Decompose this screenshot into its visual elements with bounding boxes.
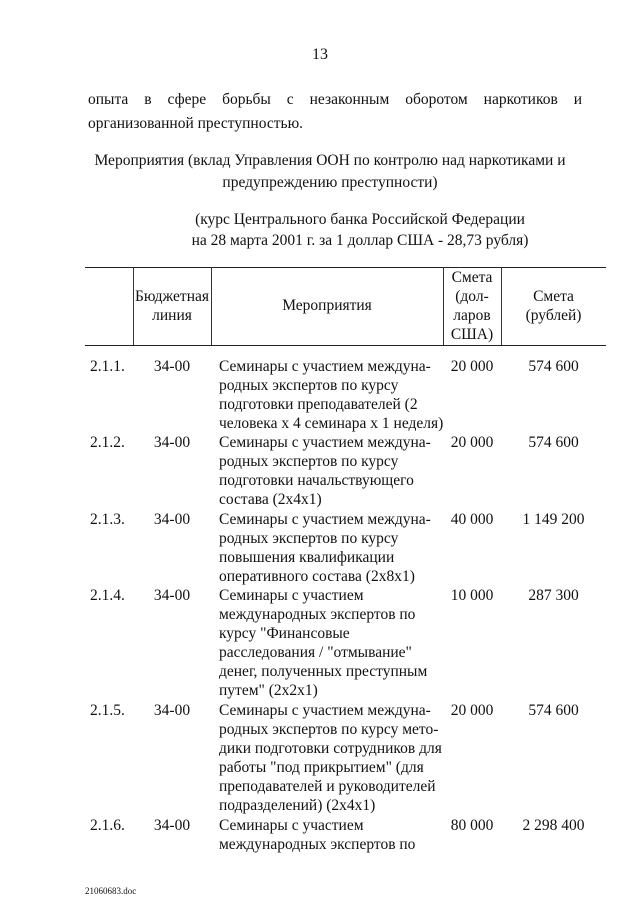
section-heading xyxy=(80,150,580,194)
description-line: подготовки преподавателей (2 xyxy=(219,396,418,413)
paragraph-line: организованной преступностью. xyxy=(88,115,304,132)
description-line: Семинары с участием xyxy=(219,587,364,604)
description-line: повышения квалификации xyxy=(219,549,395,566)
item-number: 2.1.2. xyxy=(90,434,125,451)
budget-line: 34-00 xyxy=(153,511,191,528)
header-usd xyxy=(443,268,501,344)
description-line: расследования / "отмывание" xyxy=(219,644,412,661)
table-top-rule xyxy=(85,267,606,268)
cost-rub: 574 600 xyxy=(528,702,579,719)
description-line: Семинары с участием междуна- xyxy=(219,434,431,451)
budget-line: 34-00 xyxy=(153,587,191,604)
description-line: родных экспертов по курсу мето- xyxy=(219,721,439,738)
budget-line: 34-00 xyxy=(153,817,191,834)
description-line: Семинары с участием междуна- xyxy=(219,511,431,528)
header-text: линия xyxy=(152,307,192,324)
description-line: родных экспертов по курсу xyxy=(219,453,399,470)
budget-line: 34-00 xyxy=(153,358,191,375)
heading-line: предупреждению преступности) xyxy=(222,174,438,191)
cost-rub: 574 600 xyxy=(528,434,579,451)
cost-rub: 574 600 xyxy=(528,358,579,375)
description-line: Семинары с участием xyxy=(219,817,364,834)
item-number: 2.1.4. xyxy=(90,587,125,604)
header-text: ларов xyxy=(453,307,491,324)
description-line: Семинары с участием междуна- xyxy=(219,702,431,719)
paragraph-line: опыта в сфере борьбы с незаконным оборотом наркотиков и xyxy=(88,91,582,108)
cost-rub: 2 298 400 xyxy=(522,817,585,834)
header-rub xyxy=(501,287,606,325)
description-line: родных экспертов по курсу xyxy=(219,377,399,394)
header-activities: Мероприятия xyxy=(282,297,372,314)
header-budget-line xyxy=(133,287,211,325)
heading-line: Мероприятия (вклад Управления ООН по контролю над наркотиками и xyxy=(94,152,566,169)
file-name-footer: 21060683.doc xyxy=(85,886,137,896)
header-text: Смета xyxy=(533,288,574,305)
page-number: 13 xyxy=(312,46,328,63)
activity-description xyxy=(219,357,444,433)
description-line: международных экспертов по xyxy=(219,606,416,623)
budget-line: 34-00 xyxy=(153,702,191,719)
cost-rub: 1 149 200 xyxy=(522,511,585,528)
cost-usd: 80 000 xyxy=(450,817,494,834)
activity-description xyxy=(219,433,444,509)
description-line: работы "под прикрытием" (для xyxy=(219,759,424,776)
cost-usd: 40 000 xyxy=(450,511,494,528)
header-text: Бюджетная xyxy=(134,288,210,305)
cost-usd: 20 000 xyxy=(450,702,494,719)
header-text: (дол- xyxy=(455,288,489,305)
description-line: подразделений) (2x4x1) xyxy=(219,797,376,814)
description-line: человека x 4 семинара x 1 неделя) xyxy=(219,415,444,432)
budget-line: 34-00 xyxy=(153,434,191,451)
description-line: подготовки начальствующего xyxy=(219,472,414,489)
item-number: 2.1.1. xyxy=(90,358,125,375)
rate-line: (курс Центрального банка Российской Федерации xyxy=(195,211,525,228)
description-line: оперативного состава (2x8x1) xyxy=(219,568,415,585)
cost-usd: 10 000 xyxy=(450,587,494,604)
header-text: Смета xyxy=(451,269,493,286)
cost-usd: 20 000 xyxy=(450,434,494,451)
description-line: денег, полученных преступным xyxy=(219,663,428,680)
exchange-rate-note xyxy=(150,209,570,251)
item-number: 2.1.5. xyxy=(90,702,125,719)
rate-line: на 28 марта 2001 г. за 1 доллар США - 28,73 рубля) xyxy=(191,232,529,249)
activity-description xyxy=(219,510,444,586)
activity-description xyxy=(219,701,444,815)
description-line: международных экспертов по xyxy=(219,836,416,853)
item-number: 2.1.6. xyxy=(90,817,125,834)
cost-usd: 20 000 xyxy=(450,358,494,375)
header-bottom-rule xyxy=(85,345,606,346)
activity-description xyxy=(219,816,444,854)
description-line: состава (2x4x1) xyxy=(219,491,322,508)
description-line: родных экспертов по курсу xyxy=(219,530,399,547)
description-line: Семинары с участием междуна- xyxy=(219,358,431,375)
description-line: путем" (2x2x1) xyxy=(219,682,318,699)
description-line: курсу "Финансовые xyxy=(219,625,350,642)
header-text: (рублей) xyxy=(525,307,582,324)
activity-description xyxy=(219,586,444,700)
item-number: 2.1.3. xyxy=(90,511,125,528)
intro-paragraph xyxy=(88,88,582,136)
description-line: дики подготовки сотрудников для xyxy=(219,740,442,757)
cost-rub: 287 300 xyxy=(528,587,579,604)
description-line: преподавателей и руководителей xyxy=(219,778,436,795)
header-text: США) xyxy=(450,326,494,343)
